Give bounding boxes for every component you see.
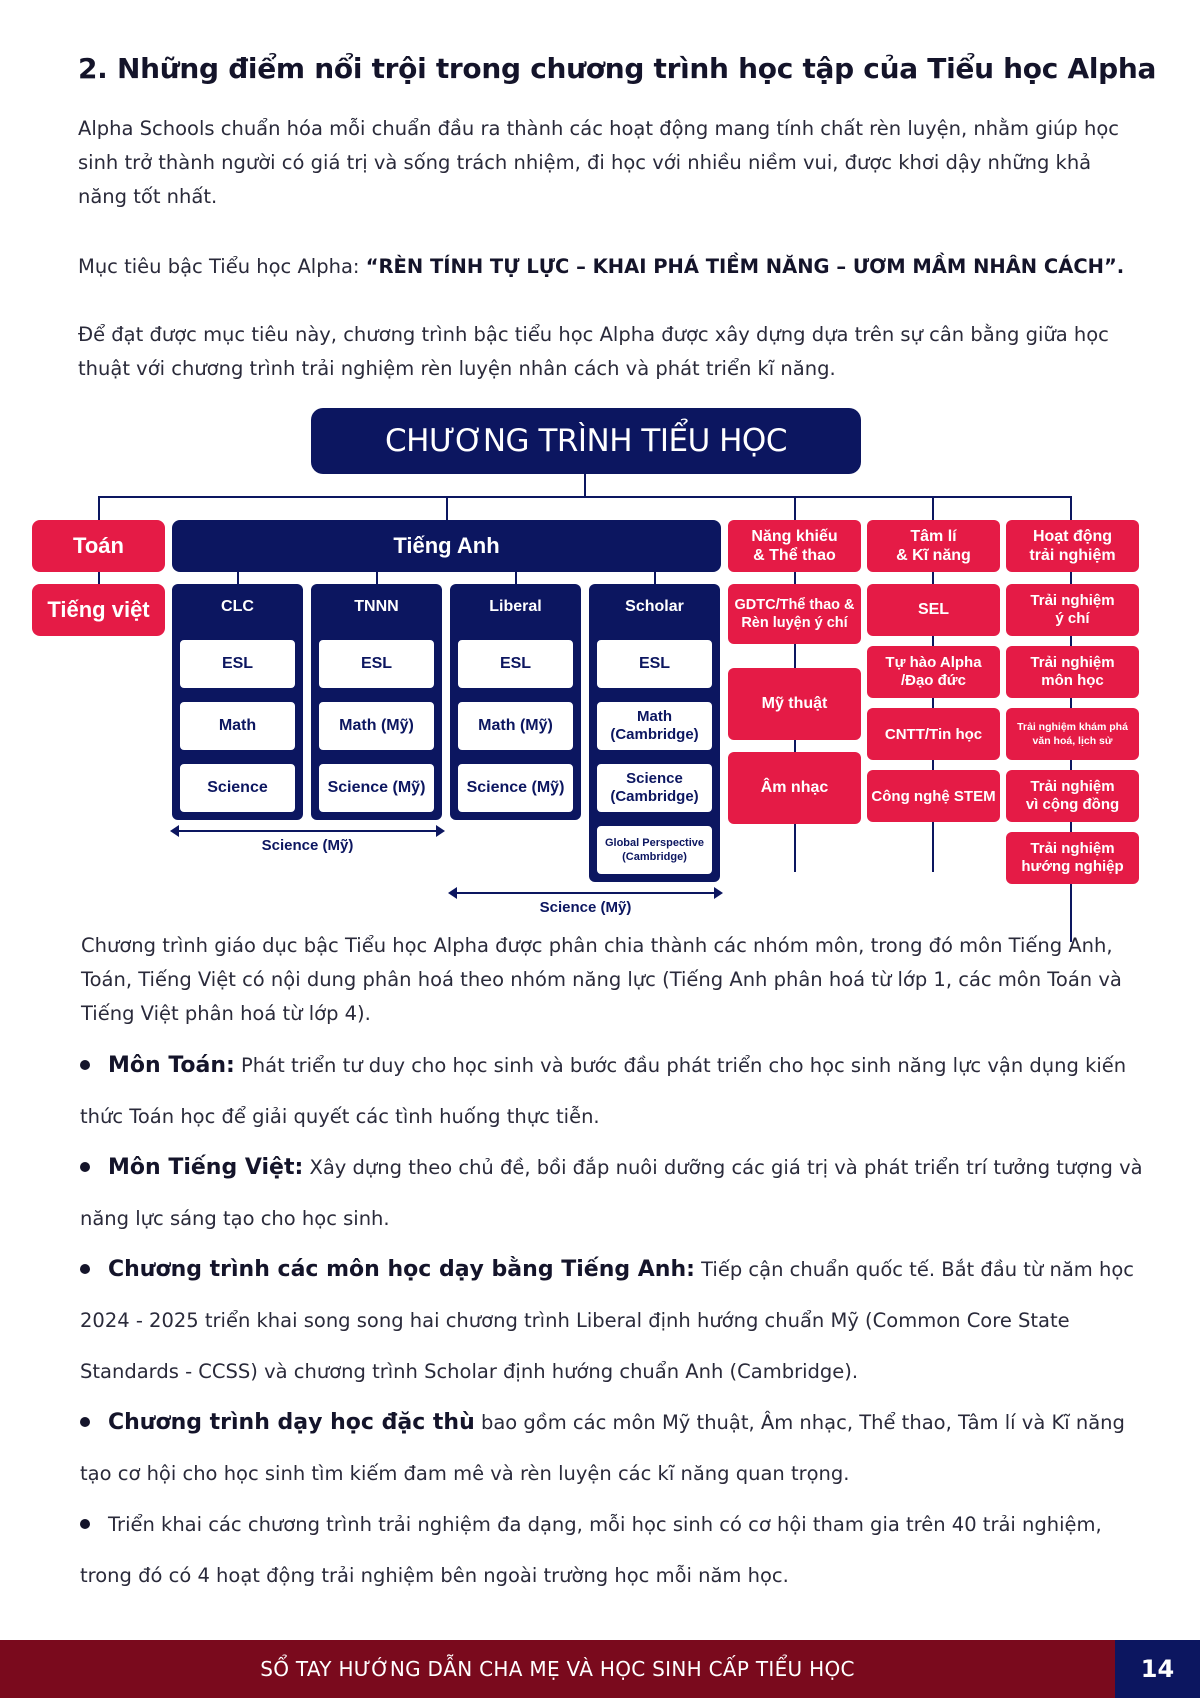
- connector: [98, 496, 100, 520]
- summary-paragraph: Chương trình giáo dục bậc Tiểu học Alpha được phân chia thành các nhóm môn, trong đó môn Tiếng Anh, Toán, Tiếng Việt có nội dung phân hoá theo nhóm năng lực (Tiếng Anh phân hoá từ lớp 1, các môn Toán và Tiếng Việt phân hoá từ lớp 4).: [81, 934, 1122, 1025]
- subject-box: Science (Mỹ): [317, 762, 436, 814]
- range-arrow-label: Science (Mỹ): [539, 899, 632, 916]
- activity-box: Tự hào Alpha /Đạo đức: [867, 646, 1000, 698]
- bullet-item: [80, 1499, 1158, 1601]
- range-arrow-label: Science (Mỹ): [261, 837, 354, 854]
- bullet-item: [80, 1040, 1158, 1142]
- goal-prefix: Mục tiêu bậc Tiểu học Alpha:: [78, 255, 366, 278]
- bullet-dot-icon: [80, 1519, 90, 1529]
- column-head-hoat-dong: Hoạt động trải nghiệm: [1006, 520, 1139, 572]
- section-heading: 2. Những điểm nổi trội trong chương trình học tập của Tiểu học Alpha: [78, 52, 1157, 85]
- activity-box: Trải nghiệm ý chí: [1006, 584, 1139, 636]
- goal-slogan: “RÈN TÍNH TỰ LỰC – KHAI PHÁ TIỀM NĂNG – ƯƠM MẦM NHÂN CÁCH”.: [365, 255, 1125, 278]
- range-arrow: [450, 892, 721, 894]
- connector: [515, 572, 517, 584]
- page-footer: [0, 1640, 1200, 1698]
- node-toan: Toán: [32, 520, 165, 572]
- subject-box: Math (Mỹ): [456, 700, 575, 752]
- bullet-bold: Chương trình các môn học dạy bằng Tiếng Anh:: [108, 1257, 695, 1282]
- column-head-nang-khieu: Năng khiếu & Thể thao: [728, 520, 861, 572]
- subject-box: Science (Mỹ): [456, 762, 575, 814]
- bullet-text: Triển khai các chương trình trải nghiệm đa dạng, mỗi học sinh có cơ hội tham gia trên 40 trải nghiệm, trong đó có 4 hoạt động trải nghiệm bên ngoài trường học mỗi năm học.: [80, 1513, 1102, 1587]
- bullet-list: [80, 1040, 1158, 1601]
- connector: [654, 572, 656, 584]
- activity-box: Trải nghiệm vì cộng đồng: [1006, 770, 1139, 822]
- activity-box: Trải nghiệm khám phá văn hoá, lịch sử: [1006, 708, 1139, 760]
- connector: [794, 496, 796, 520]
- connector: [237, 572, 239, 584]
- bullet-item: [80, 1142, 1158, 1244]
- activity-box: Công nghệ STEM: [867, 770, 1000, 822]
- activity-box: Trải nghiệm môn học: [1006, 646, 1139, 698]
- intro-paragraph: Alpha Schools chuẩn hóa mỗi chuẩn đầu ra thành các hoạt động mang tính chất rèn luyện, nhằm giúp học sinh trở thành người có giá trị và sống trách nhiệm, đi học với nhiều niềm vui, được khơi dậy những khả năng tốt nhất.: [78, 117, 1119, 208]
- activity-box: GDTC/Thể thao & Rèn luyện ý chí: [728, 584, 861, 644]
- column-head-tam-li: Tâm lí & Kĩ năng: [867, 520, 1000, 572]
- track-title-clc: CLC: [221, 598, 254, 615]
- connector: [98, 496, 1071, 498]
- bullet-text: Xây dựng theo chủ đề, bồi đắp nuôi dưỡng các giá trị và phát triển trí tưởng tượng và năng lực sáng tạo cho học sinh.: [80, 1156, 1143, 1230]
- connector: [1070, 496, 1072, 520]
- activity-box: CNTT/Tin học: [867, 708, 1000, 760]
- activity-box: SEL: [867, 584, 1000, 636]
- bullet-text: Phát triển tư duy cho học sinh và bước đầu phát triển cho học sinh năng lực vận dụng kiến thức Toán học để giải quyết các tình huống thực tiễn.: [80, 1054, 1127, 1128]
- subject-box: Science: [178, 762, 297, 814]
- activity-box: Trải nghiệm hướng nghiệp: [1006, 832, 1139, 884]
- bullet-dot-icon: [80, 1417, 90, 1427]
- subject-box: Math: [178, 700, 297, 752]
- track-title-liberal: Liberal: [489, 598, 542, 615]
- connector: [376, 572, 378, 584]
- subject-box: Science (Cambridge): [595, 762, 714, 814]
- track-title-scholar: Scholar: [625, 598, 684, 615]
- node-tieng-viet: Tiếng việt: [32, 584, 165, 636]
- bullet-item: [80, 1244, 1158, 1397]
- bullet-bold: Chương trình dạy học đặc thù: [108, 1410, 475, 1435]
- range-arrow: [172, 830, 443, 832]
- bullet-text: Tiếp cận chuẩn quốc tế. Bắt đầu từ năm học 2024 - 2025 triển khai song song hai chương trình Liberal định hướng chuẩn Mỹ (Common Core State Standards - CCSS) và chương trình Scholar định hướng chuẩn Anh (Cambridge).: [80, 1258, 1134, 1383]
- connector: [584, 472, 586, 496]
- subject-box: ESL: [178, 638, 297, 690]
- bullet-dot-icon: [80, 1162, 90, 1172]
- footer-title: SỔ TAY HƯỚNG DẪN CHA MẸ VÀ HỌC SINH CẤP TIỂU HỌC: [260, 1657, 855, 1681]
- subject-box: ESL: [456, 638, 575, 690]
- connector: [932, 496, 934, 520]
- connector: [98, 572, 100, 584]
- bullet-dot-icon: [80, 1264, 90, 1274]
- root-node: CHƯƠNG TRÌNH TIỂU HỌC: [311, 408, 861, 474]
- curriculum-chart: [0, 400, 1200, 920]
- goal-paragraph: [78, 250, 1133, 284]
- subject-box: Global Perspective (Cambridge): [595, 824, 714, 876]
- bullet-bold: Môn Toán:: [108, 1053, 235, 1078]
- subject-box: Math (Mỹ): [317, 700, 436, 752]
- track-title-tnnn: TNNN: [354, 598, 399, 615]
- activity-box: Âm nhạc: [728, 752, 861, 824]
- activity-box: Mỹ thuật: [728, 668, 861, 740]
- subject-box: Math (Cambridge): [595, 700, 714, 752]
- bullet-bold: Môn Tiếng Việt:: [108, 1155, 304, 1180]
- bullet-item: [80, 1397, 1158, 1499]
- subject-box: ESL: [595, 638, 714, 690]
- subject-box: ESL: [317, 638, 436, 690]
- node-tieng-anh: Tiếng Anh: [172, 520, 721, 572]
- bullet-text: bao gồm các môn Mỹ thuật, Âm nhạc, Thể thao, Tâm lí và Kĩ năng tạo cơ hội cho học sinh tìm kiếm đam mê và rèn luyện các kĩ năng quan trọng.: [80, 1411, 1125, 1485]
- bullet-dot-icon: [80, 1060, 90, 1070]
- connector: [446, 496, 448, 520]
- page-number: 14: [1115, 1640, 1200, 1698]
- balance-paragraph: Để đạt được mục tiêu này, chương trình bậc tiểu học Alpha được xây dựng dựa trên sự cân bằng giữa học thuật với chương trình trải nghiệm rèn luyện nhân cách và phát triển kĩ năng.: [78, 323, 1109, 380]
